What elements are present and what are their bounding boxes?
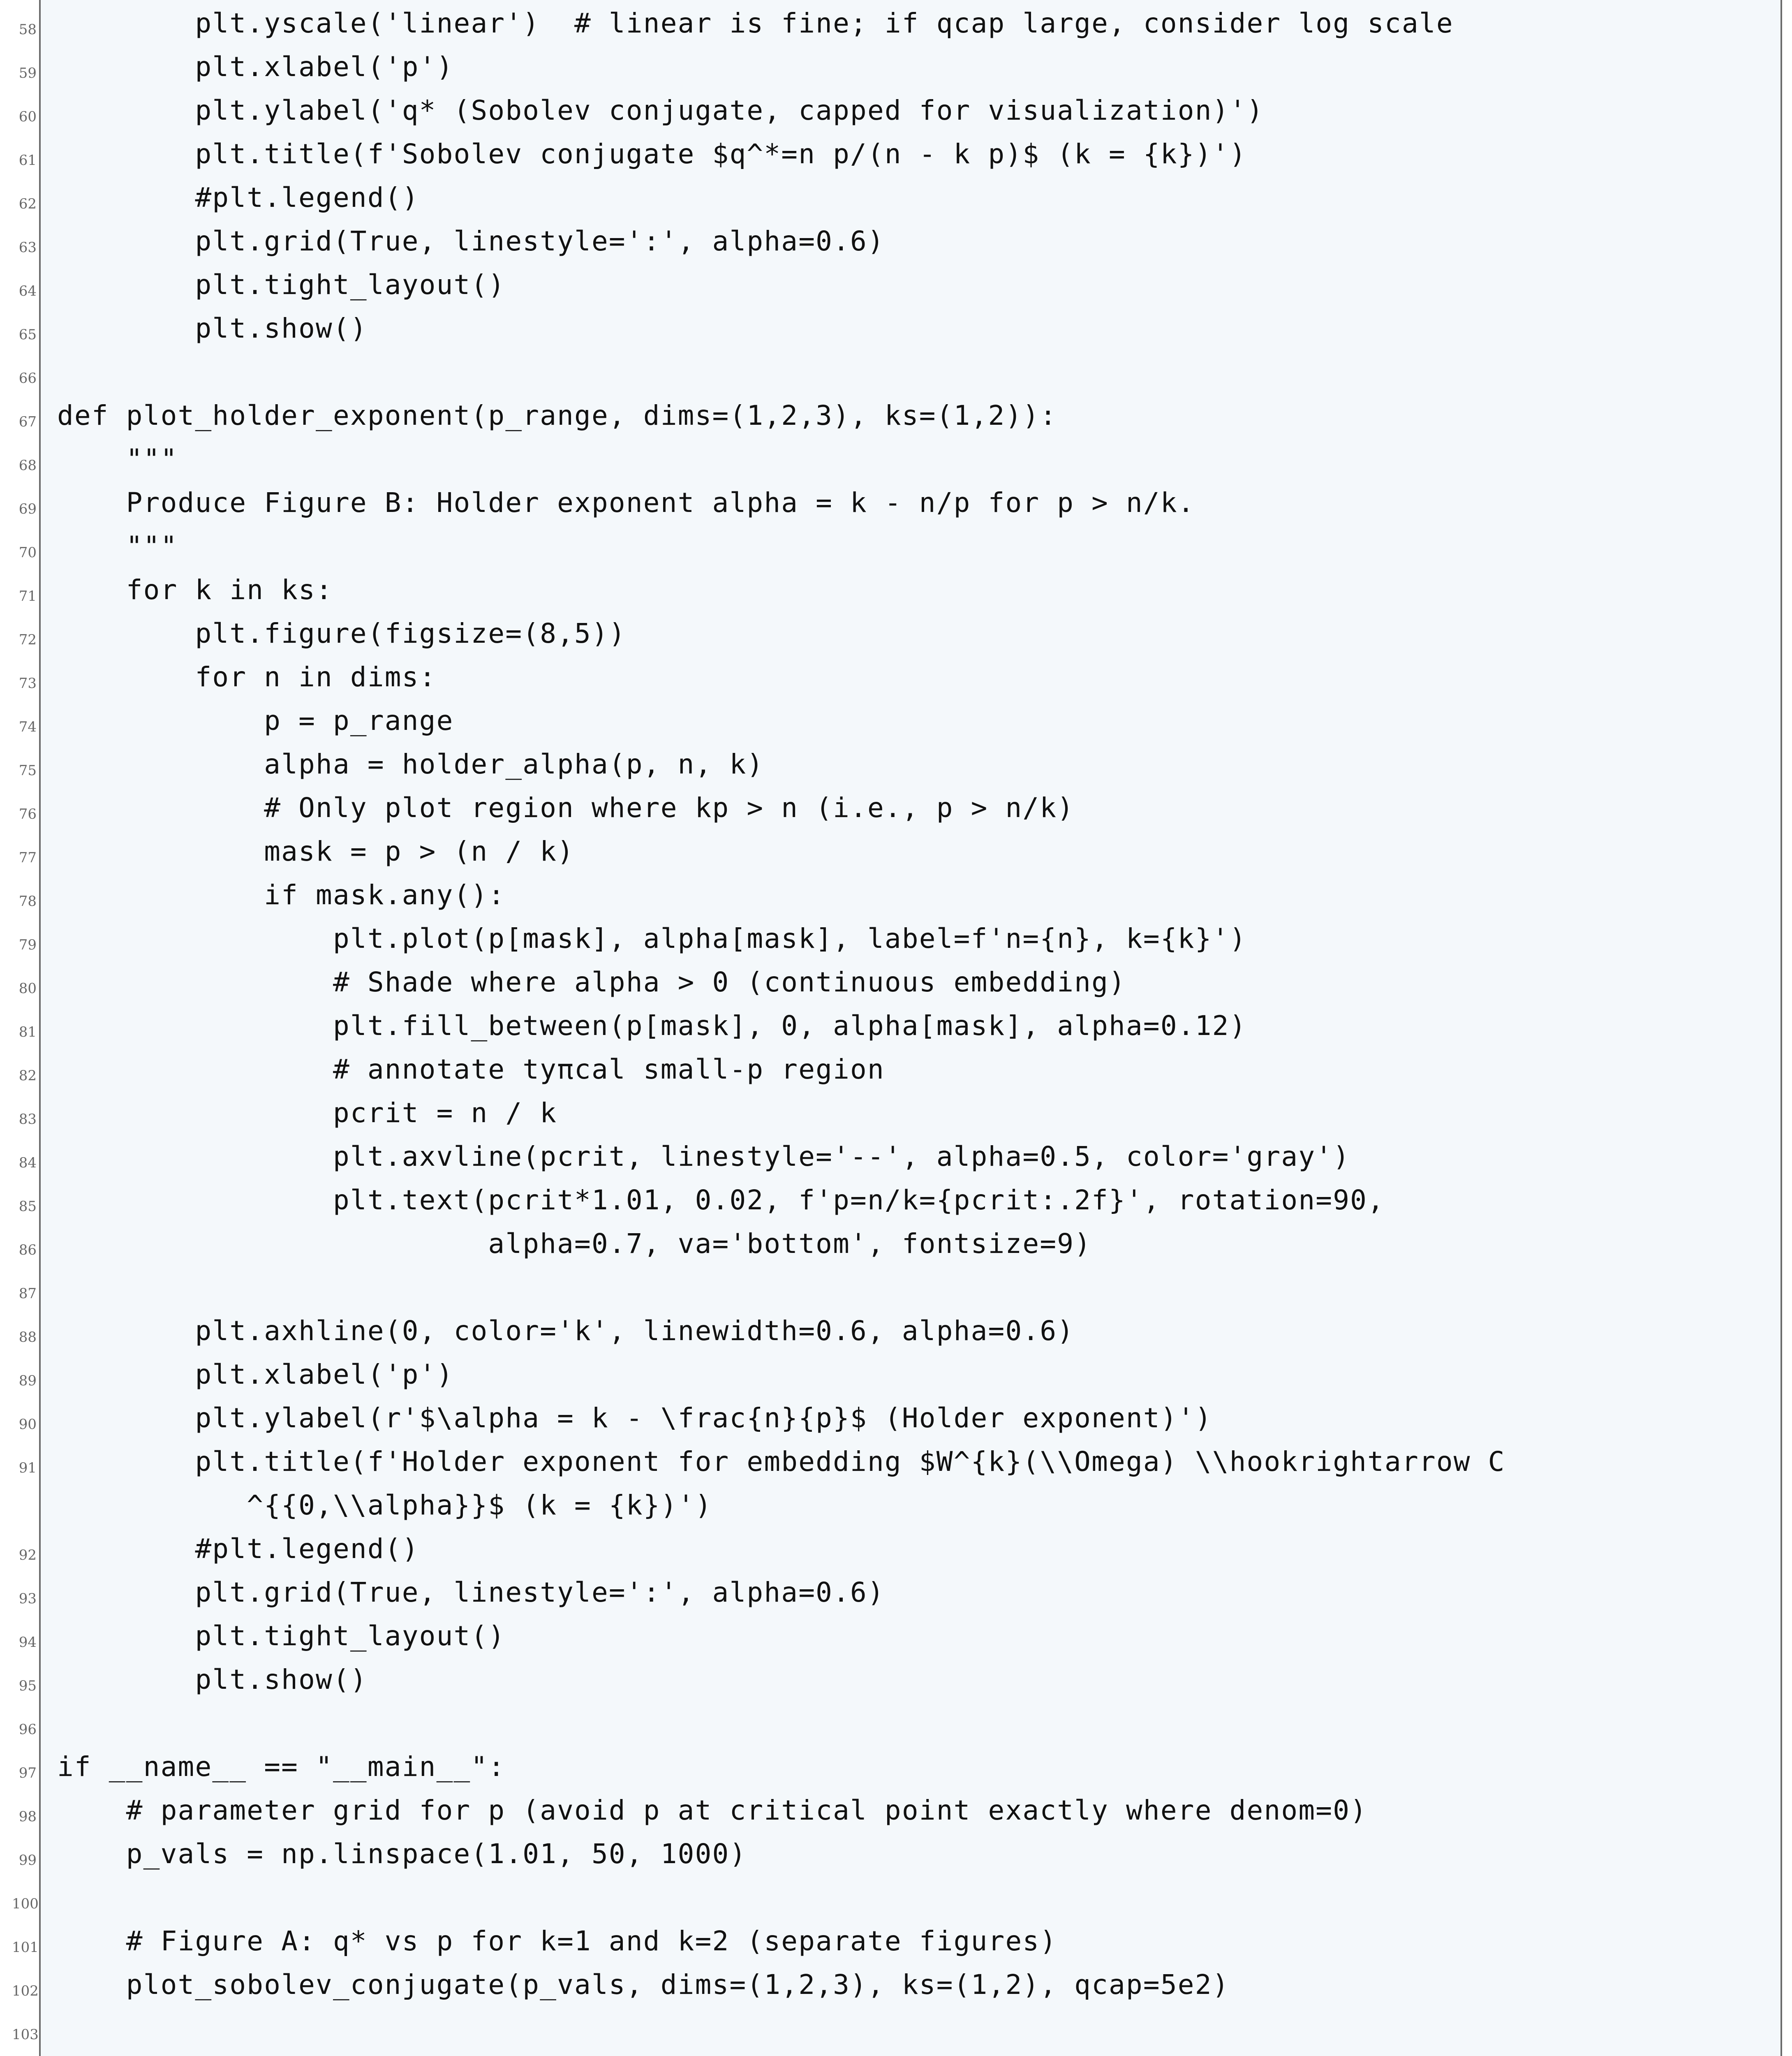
line-number: 68 <box>18 457 37 474</box>
code-text: plt.figure(figsize=(8,5)) <box>57 618 626 649</box>
code-line <box>18 1133 1784 1177</box>
line-number: 73 <box>18 675 37 692</box>
code-text: plt.title(f'Sobolev conjugate $q^*=n p/(n - k p)$ (k = {k})') <box>57 138 1247 170</box>
line-number: 84 <box>18 1155 37 1171</box>
line-number: 88 <box>18 1329 37 1345</box>
code-line <box>18 872 1784 915</box>
code-text: ^{{0,\\alpha}}$ (k = {k})') <box>57 1489 712 1521</box>
code-line <box>41 1482 1784 1526</box>
code-line <box>18 218 1784 262</box>
code-text <box>57 2054 988 2056</box>
code-line <box>12 2005 1784 2049</box>
code-text: pcrit = n / k <box>57 1097 557 1129</box>
code-text: plt.title(f'Holder exponent for embedding $W^{k}(\\Omega) \\hookrightarrow C <box>57 1446 1505 1477</box>
code-line <box>18 697 1784 741</box>
line-number: 102 <box>12 1983 39 1999</box>
code-line <box>18 785 1784 828</box>
code-text: # Shade where alpha > 0 (continuous embedding) <box>57 966 1126 998</box>
code-text: plt.show() <box>57 313 368 344</box>
code-text: plt.axhline(0, color='k', linewidth=0.6, alpha=0.6) <box>57 1315 1075 1347</box>
line-number: 91 <box>18 1460 37 1476</box>
code-line <box>18 392 1784 436</box>
code-text: # parameter grid for p (avoid p at critical point exactly where denom=0) <box>57 1794 1368 1826</box>
code-text: if mask.any(): <box>57 879 506 911</box>
code-line <box>18 1003 1784 1046</box>
line-number: 76 <box>18 806 37 822</box>
code-line <box>18 1264 1784 1308</box>
code-text: Produce Figure B: Holder exponent alpha = k - n/p for p > n/k. <box>57 487 1195 519</box>
code-text: plt.xlabel('p') <box>57 1359 454 1390</box>
code-line <box>18 44 1784 87</box>
line-number: 82 <box>18 1067 37 1084</box>
code-line <box>18 828 1784 872</box>
line-number: 93 <box>18 1591 37 1607</box>
code-line <box>18 1438 1784 1482</box>
code-line <box>18 1395 1784 1438</box>
code-text: p_vals = np.linspace(1.01, 50, 1000) <box>57 1838 747 1870</box>
line-number: 80 <box>18 980 37 997</box>
code-text: for k in ks: <box>57 574 333 606</box>
code-line <box>18 1831 1784 1874</box>
code-line <box>18 1220 1784 1264</box>
line-number: 101 <box>12 1939 39 1956</box>
code-line <box>18 0 1784 44</box>
line-number: 62 <box>18 196 37 212</box>
line-number: 94 <box>18 1634 37 1651</box>
line-number: 63 <box>18 239 37 256</box>
code-line <box>18 1743 1784 1787</box>
line-number: 85 <box>18 1198 37 1215</box>
code-line <box>18 1090 1784 1133</box>
code-text: #plt.legend() <box>57 1533 419 1565</box>
code-text: alpha=0.7, va='bottom', fontsize=9) <box>57 1228 1092 1260</box>
code-text: plt.xlabel('p') <box>57 51 454 83</box>
code-text: # annotate tyπcal small-p region <box>57 1053 885 1085</box>
line-number: 99 <box>18 1852 37 1868</box>
code-text: # Only plot region where kp > n (i.e., p > n/k) <box>57 792 1075 824</box>
line-number: 61 <box>18 152 37 169</box>
code-text: plt.ylabel(r'$\alpha = k - \frac{n}{p}$ (Holder exponent)') <box>57 1402 1212 1434</box>
line-number: 78 <box>18 893 37 910</box>
code-line <box>12 1874 1784 1918</box>
code-text: plt.plot(p[mask], alpha[mask], label=f'n={n}, k={k}') <box>57 923 1247 954</box>
line-number: 86 <box>18 1242 37 1258</box>
code-line <box>18 654 1784 697</box>
code-line <box>12 1918 1784 1961</box>
code-line <box>18 87 1784 131</box>
line-number: 89 <box>18 1373 37 1389</box>
code-line <box>18 1526 1784 1569</box>
code-text: plt.axvline(pcrit, linestyle='--', alpha=0.5, color='gray') <box>57 1141 1350 1172</box>
line-number: 81 <box>18 1024 37 1040</box>
code-text: alpha = holder_alpha(p, n, k) <box>57 748 764 780</box>
code-line <box>18 1351 1784 1395</box>
line-number: 72 <box>18 632 37 648</box>
line-number: 59 <box>18 65 37 81</box>
code-text: for n in dims: <box>57 661 437 693</box>
code-text: p = p_range <box>57 705 454 736</box>
code-line <box>18 349 1784 392</box>
code-line <box>18 305 1784 349</box>
line-number: 70 <box>18 544 37 561</box>
code-line <box>18 741 1784 785</box>
code-line <box>18 262 1784 305</box>
code-text: plt.tight_layout() <box>57 269 506 301</box>
line-number: 95 <box>18 1678 37 1694</box>
code-line <box>18 436 1784 479</box>
code-text: plt.text(pcrit*1.01, 0.02, f'p=n/k={pcrit:.2f}', rotation=90, <box>57 1184 1385 1216</box>
line-number: 103 <box>12 2026 39 2043</box>
line-number: 58 <box>18 21 37 38</box>
code-text: plt.grid(True, linestyle=':', alpha=0.6) <box>57 1577 885 1608</box>
code-line <box>18 959 1784 1003</box>
code-line <box>18 915 1784 959</box>
code-text: if __name__ == "__main__": <box>57 1751 506 1783</box>
code-text: plot_sobolev_conjugate(p_vals, dims=(1,2,3), ks=(1,2), qcap=5e2) <box>57 1969 1230 2000</box>
line-number: 92 <box>18 1547 37 1563</box>
line-number: 71 <box>18 588 37 604</box>
code-line <box>41 2049 1784 2056</box>
code-text: # Figure A: q* vs p for k=1 and k=2 (separate figures) <box>57 1925 1057 1957</box>
code-line <box>18 131 1784 174</box>
code-text: def plot_holder_exponent(p_range, dims=(1,2,3), ks=(1,2)): <box>57 400 1057 431</box>
line-number: 67 <box>18 414 37 430</box>
code-text: """ <box>57 530 178 562</box>
code-text: plt.show() <box>57 1664 368 1695</box>
code-line <box>18 1046 1784 1090</box>
line-number: 69 <box>18 501 37 517</box>
code-line <box>18 1177 1784 1220</box>
code-line <box>18 1700 1784 1743</box>
code-text: """ <box>57 443 178 475</box>
line-number: 87 <box>18 1285 37 1302</box>
line-number: 97 <box>18 1765 37 1781</box>
line-number: 60 <box>18 109 37 125</box>
line-number: 79 <box>18 937 37 953</box>
code-text: plt.ylabel('q* (Sobolev conjugate, capped for visualization)') <box>57 95 1264 126</box>
code-line <box>18 1613 1784 1656</box>
code-line <box>12 1961 1784 2005</box>
code-line <box>18 610 1784 654</box>
code-text: mask = p > (n / k) <box>57 836 575 867</box>
code-line <box>18 1787 1784 1831</box>
code-line <box>18 1308 1784 1351</box>
line-number: 77 <box>18 850 37 866</box>
code-line <box>18 1569 1784 1613</box>
line-number: 96 <box>18 1721 37 1738</box>
line-number: 65 <box>18 326 37 343</box>
line-number: 64 <box>18 283 37 299</box>
code-line <box>18 174 1784 218</box>
code-text: plt.grid(True, linestyle=':', alpha=0.6) <box>57 225 885 257</box>
line-number: 98 <box>18 1808 37 1825</box>
code-text: #plt.legend() <box>57 182 419 213</box>
line-number: 66 <box>18 370 37 387</box>
line-number: 83 <box>18 1111 37 1128</box>
code-text: plt.fill_between(p[mask], 0, alpha[mask], alpha=0.12) <box>57 1010 1247 1042</box>
code-line <box>18 523 1784 567</box>
code-line <box>18 1656 1784 1700</box>
code-text: plt.tight_layout() <box>57 1620 506 1652</box>
line-number: 74 <box>18 719 37 735</box>
line-number: 100 <box>12 1896 39 1912</box>
code-line <box>18 567 1784 610</box>
code-listing <box>12 0 1782 2056</box>
line-number: 90 <box>18 1416 37 1433</box>
line-number: 75 <box>18 762 37 779</box>
code-text: plt.yscale('linear') # linear is fine; if qcap large, consider log scale <box>57 7 1454 39</box>
code-line <box>18 479 1784 523</box>
